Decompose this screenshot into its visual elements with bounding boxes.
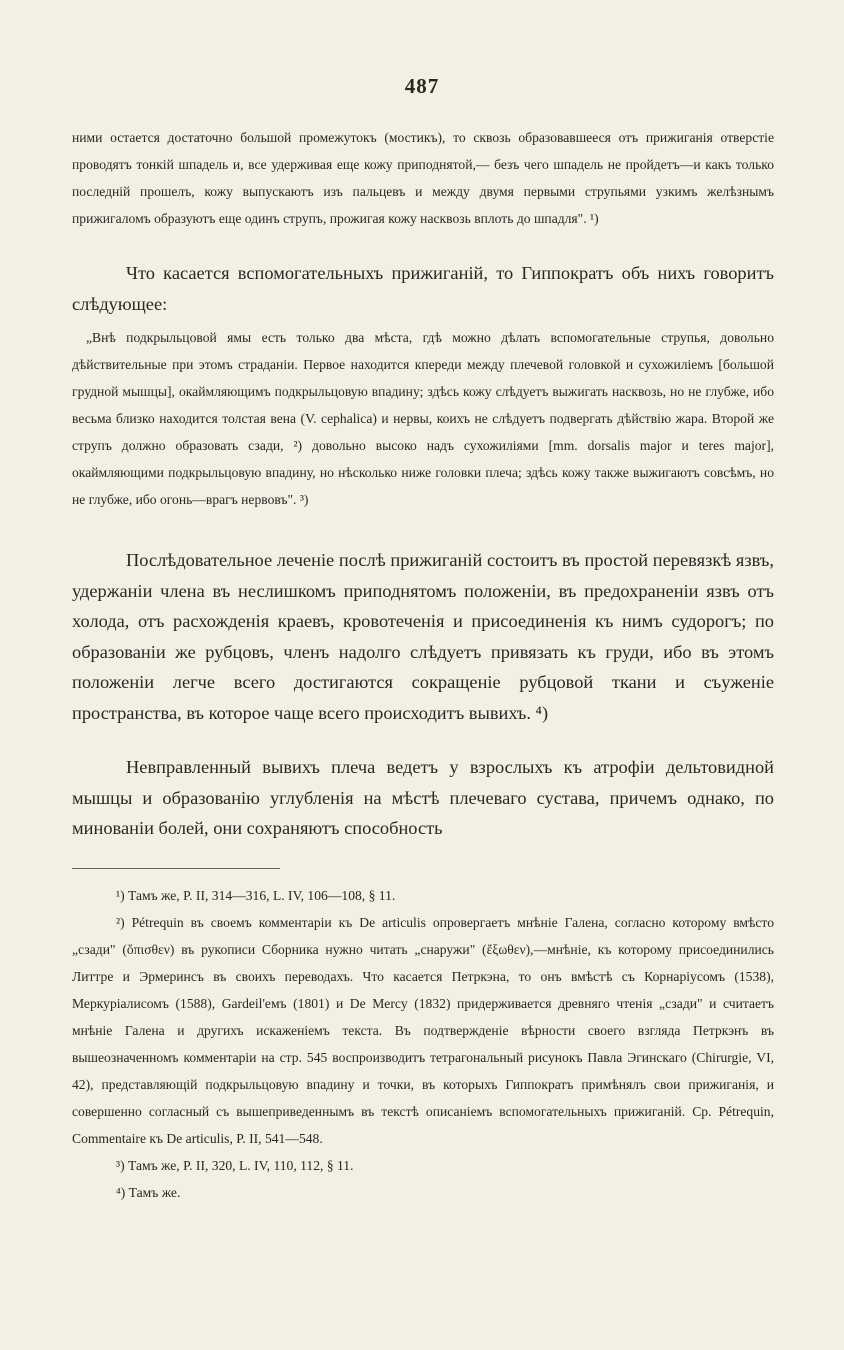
quote-hippocrates [72, 324, 774, 513]
quote-continuation-text: ними остается достаточно большой промежутокъ (мостикъ), то сквозь образовавшееся отъ прижиганія отверстіе проводятъ тонкій шпадель и, все удерживая еще кожу приподнятой,— безъ чего шпадель не пройдетъ—и какъ только последній прошелъ, кожу выпускаютъ изъ пальцевъ и между двумя первыми струпьями узкимъ желѣзнымъ прижигаломъ образуютъ еще одинъ струпъ, прожигая кожу насквозь вплоть до шпадля". ¹) [72, 130, 774, 226]
footnotes [72, 882, 774, 1206]
paragraph-unreduced-dislocation [72, 752, 774, 844]
footnote-2: ²) Pétrequin въ своемъ комментаріи къ De articulis опровергаетъ мнѣніе Галена, согласно которому вмѣсто „сзади" (ὄπισθεν) въ рукописи Сборника нужно читать „снаружи" (ἔξωθεν),—мнѣніе, къ которому присоединились Литтре и Эрмеринсъ въ своихъ переводахъ. Что касается Петркэна, то онъ вмѣстѣ съ Корнаріусомъ (1538), Меркуріалисомъ (1588), Gardeil'емъ (1801) и De Mercy (1832) придерживается древняго чтенія „сзади" и считаетъ мнѣніе Галена и другихъ искаженіемъ текста. Въ подтвержденіе вѣрности своего взгляда Петркэнъ въ вышеозначенномъ комментаріи на стр. 545 воспроизводитъ тетрагональный рисунокъ Павла Эгинскаго (Chirurgie, VI, 42), представляющій подкрыльцовую впадину и точки, въ которыхъ Гиппократъ примѣнялъ свои прижиганія, и совершенно согласный съ вышеприведеннымъ въ текстѣ описаніемъ вспомогательныхъ прижиганій. Ср. Pétrequin, Commentaire къ De articulis, P. II, 541—548. [72, 915, 774, 1146]
footnote-divider [72, 868, 280, 869]
paragraph-aftercare-text: Послѣдовательное леченіе послѣ прижиганій состоитъ въ простой перевязкѣ язвъ, удержаніи члена въ неслишкомъ приподнятомъ положеніи, въ предохраненіи язвъ отъ холода, отъ расхожденія краевъ, кровотеченія и присоединенія къ нимъ судорогъ; по образованіи же рубцовъ, членъ надолго слѣдуетъ привязать къ груди, ибо въ этомъ положеніи легче всего достигаются сокращеніе рубцовой ткани и съуженіе пространства, въ которое чаще всего происходитъ вывихъ. ⁴) [72, 550, 774, 723]
footnote-1: ¹) Тамъ же, P. II, 314—316, L. IV, 106—108, § 11. [116, 888, 396, 903]
paragraph-aftercare [72, 545, 774, 728]
paragraph-unreduced-dislocation-text: Невправленный вывихъ плеча ведетъ у взрослыхъ къ атрофіи дельтовидной мышцы и образованію углубленія на мѣстѣ плечеваго сустава, причемъ однако, по минованіи болей, они сохраняютъ способность [72, 757, 774, 838]
quote-hippocrates-text: „Внѣ подкрыльцовой ямы есть только два мѣста, гдѣ можно дѣлать вспомогательные струпья, довольно дѣйствительные при этомъ страданіи. Первое находится кпереди между плечевой головкой и сухожиліемъ [большой грудной мышцы], окаймляющимъ подкрыльцовую впадину; здѣсь кожу слѣдуетъ выжигать насквозь, но не глубже, ибо весьма близко находится толстая вена (V. cephalica) и нервы, коихъ не слѣдуетъ подвергать дѣйствію жара. Второй же струпъ должно образовать сзади, ²) довольно высоко надъ сухожиліями [mm. dorsalis major и teres major], окаймляющими подкрыльцовую впадину, но нѣсколько ниже головки плеча; здѣсь кожу также выжигаютъ совсѣмъ, но не глубже, ибо огонь—врагъ нервовъ". ³) [72, 330, 774, 507]
footnote-3: ³) Тамъ же, P. II, 320, L. IV, 110, 112, § 11. [116, 1158, 354, 1173]
paragraph-auxiliary-cautery [72, 258, 774, 319]
paragraph-auxiliary-cautery-text: Что касается вспомогательныхъ прижиганій, то Гиппократъ объ нихъ говоритъ слѣдующее: [72, 263, 774, 314]
page-number: 487 [404, 74, 440, 98]
quote-continuation [72, 124, 774, 232]
footnote-4: ⁴) Тамъ же. [116, 1185, 181, 1200]
